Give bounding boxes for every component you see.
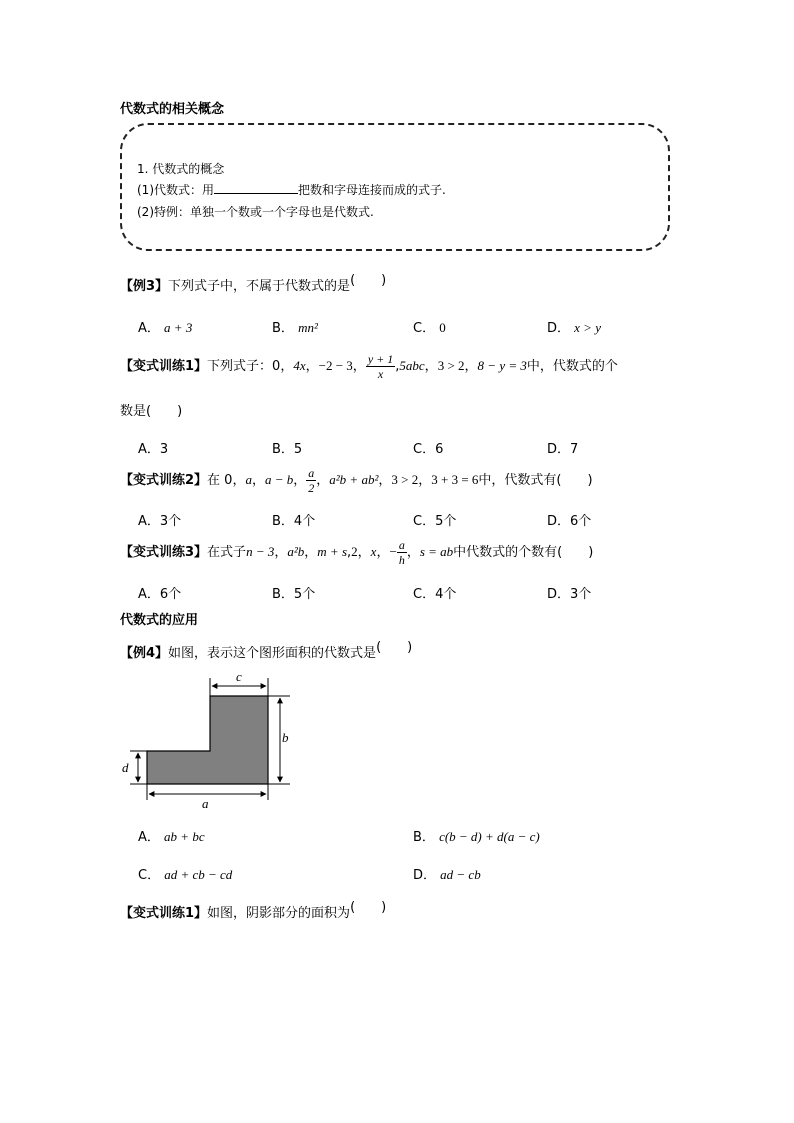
- label-c: c: [236, 669, 242, 684]
- variation-2-text-post: 中，代数式有( ): [478, 473, 593, 488]
- example-4-option-d[interactable]: D． ad − cb: [413, 867, 481, 883]
- variation-4-text: 如图，阴影部分的面积为: [207, 906, 351, 921]
- variation-2-option-a[interactable]: A．3个: [138, 514, 182, 529]
- variation-4-tag: 【变式训练1】: [120, 906, 208, 921]
- variation-3-text-post: 中代数式的个数有( ): [453, 545, 594, 560]
- variation-2-question: 【变式训练2】在 0，a，a − b， $\frac{a}{2}$ ，a²b + ab²，3 > 2，3 + 3 = 6中，代数式有( ): [120, 466, 593, 495]
- example-4-question: [120, 642, 412, 661]
- section-title-applications: 代数式的应用: [120, 613, 199, 628]
- example-3-tag: 【例3】: [120, 279, 169, 294]
- expr-item: −2 − 3: [318, 358, 353, 373]
- expr-item: 8 − y = 3: [477, 358, 527, 373]
- variation-4-question: [120, 902, 386, 921]
- expr-item: a²b + ab²: [329, 472, 379, 487]
- example-4-option-b[interactable]: B． c(b − d) + d(a − c): [413, 829, 540, 845]
- expr-item: a²b: [287, 544, 305, 559]
- variation-2-option-b[interactable]: B．4个: [272, 514, 316, 529]
- variation-1-option-c[interactable]: C．6: [413, 442, 444, 457]
- variation-1-option-d[interactable]: D．7: [547, 442, 579, 457]
- variation-1-text-post: 中，代数式的个: [526, 359, 618, 374]
- variation-1-tag: 【变式训练1】: [120, 359, 208, 374]
- section-title-concepts: 代数式的相关概念: [120, 102, 225, 117]
- concept-line-1-pre: (1)代数式：用: [137, 183, 214, 197]
- variation-1-option-b[interactable]: B．5: [272, 442, 303, 457]
- expr-fraction: $\frac{y + 1}{x}$: [367, 352, 394, 381]
- variation-3-question: 【变式训练3】在式子n − 3，a²b，m + s,2，x，− $\frac{a}{h}$ ，s = ab中代数式的个数有( ): [120, 538, 594, 567]
- fill-blank: [214, 181, 298, 194]
- variation-1-option-a[interactable]: A．3: [138, 442, 169, 457]
- expr-item: m + s: [317, 544, 348, 559]
- expr-item: 3 + 3 = 6: [431, 472, 479, 487]
- l-shape-figure: [118, 668, 298, 814]
- example-4-option-a[interactable]: A． ab + bc: [138, 829, 205, 845]
- expr-item: 4x: [293, 358, 306, 373]
- expr-item: 3 > 2: [437, 358, 465, 373]
- variation-3-text-pre: 在式子: [207, 545, 247, 560]
- concept-line-1: [137, 181, 446, 198]
- label-d: d: [122, 760, 129, 775]
- expr-item: a − b: [264, 472, 294, 487]
- expr-item: 3 > 2: [391, 472, 419, 487]
- variation-2-option-d[interactable]: D．6个: [547, 514, 592, 529]
- concept-line-1-post: 把数和字母连接而成的式子.: [298, 183, 446, 197]
- variation-3-option-b[interactable]: B．5个: [272, 587, 316, 602]
- label-b: b: [282, 730, 289, 745]
- example-3-text: 下列式子中，不属于代数式的是: [168, 279, 351, 294]
- variation-1-text-pre: 下列式子：0，: [207, 359, 294, 374]
- example-3-paren: ( ): [350, 273, 387, 288]
- example-3-option-c[interactable]: C． 0: [413, 320, 446, 336]
- variation-1-question: 【变式训练1】下列式子：0，4x，−2 − 3， $\frac{y + 1}{x}$ ,5abc，3 > 2，8 − y = 3中，代数式的个: [120, 352, 618, 381]
- concept-line-2: (2)特例：单独一个数或一个字母也是代数式.: [137, 205, 374, 219]
- expr-item: a: [245, 472, 252, 487]
- variation-2-tag: 【变式训练2】: [120, 473, 208, 488]
- example-4-option-c[interactable]: C． ad + cb − cd: [138, 867, 233, 883]
- example-3-question: [120, 275, 386, 294]
- label-a: a: [202, 796, 209, 811]
- expr-neg-fraction: $\frac{a}{h}$: [398, 538, 405, 567]
- variation-4-paren: ( ): [350, 900, 387, 915]
- expr-item: n − 3: [246, 544, 275, 559]
- example-4-paren: ( ): [376, 640, 413, 655]
- l-shape: [147, 696, 268, 784]
- example-3-option-b[interactable]: B． mn²: [272, 320, 318, 336]
- concept-heading: 1. 代数式的概念: [137, 162, 225, 176]
- variation-3-option-d[interactable]: D．3个: [547, 587, 592, 602]
- variation-3-option-a[interactable]: A．6个: [138, 587, 182, 602]
- expr-item: 5abc: [399, 358, 425, 373]
- expr-fraction: $\frac{a}{2}$: [308, 466, 315, 495]
- variation-3-option-c[interactable]: C．4个: [413, 587, 457, 602]
- example-3-option-d[interactable]: D． x > y: [547, 320, 601, 336]
- variation-2-text-pre: 在 0，: [207, 473, 246, 488]
- example-4-text: 如图，表示这个图形面积的代数式是: [168, 646, 377, 661]
- expr-item: x: [370, 544, 377, 559]
- expr-item: 2: [351, 544, 358, 559]
- expr-item: s = ab: [419, 544, 454, 559]
- example-4-tag: 【例4】: [120, 646, 169, 661]
- example-3-option-a[interactable]: A． a + 3: [138, 320, 193, 336]
- variation-1-question-line-2: 数是( ): [120, 404, 183, 419]
- variation-3-tag: 【变式训练3】: [120, 545, 208, 560]
- variation-2-option-c[interactable]: C．5个: [413, 514, 457, 529]
